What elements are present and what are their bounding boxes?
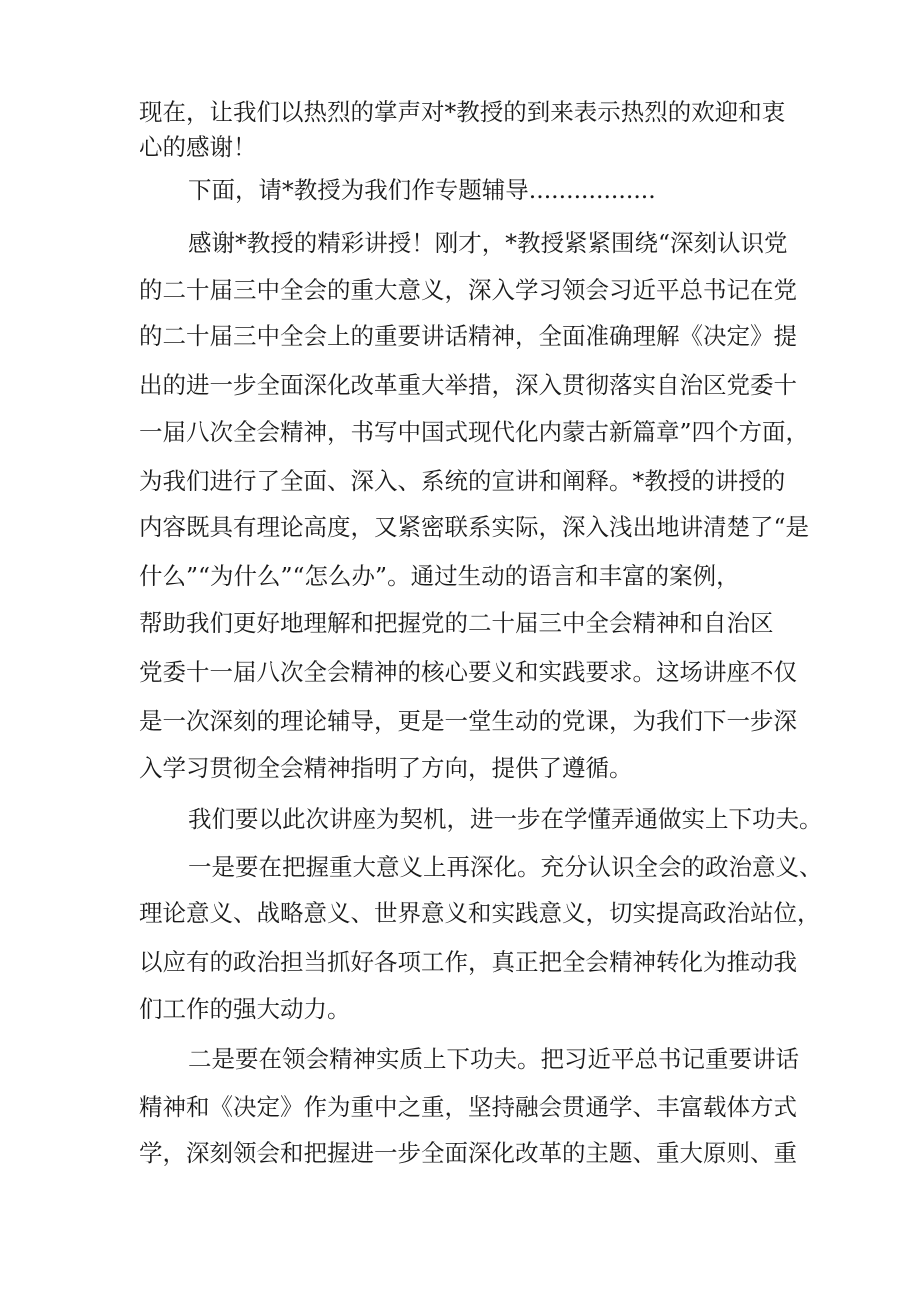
text-line: 精神和《决定》作为重中之重，坚持融会贯通学、丰富载体方式 <box>139 1093 797 1121</box>
text-line: 以应有的政治担当抓好各项工作，真正把全会精神转化为推动我 <box>139 948 797 976</box>
text-line: 什么”“为什么”“怎么办”。通过生动的语言和丰富的案例， <box>139 562 740 590</box>
text-line: 感谢*教授的精彩讲授！刚才，*教授紧紧围绕“深刻认识党 <box>188 229 788 257</box>
text-line: 的二十届三中全会的重大意义，深入学习领会习近平总书记在党 <box>139 276 797 304</box>
text-line: 现在，让我们以热烈的掌声对*教授的到来表示热烈的欢迎和衷 <box>139 98 786 126</box>
text-line: 一届八次全会精神，书写中国式现代化内蒙古新篇章”四个方面， <box>139 418 810 446</box>
text-line: 党委十一届八次全会精神的核心要义和实践要求。这场讲座不仅 <box>139 658 797 686</box>
text-line: 内容既具有理论高度，又紧密联系实际，深入浅出地讲清楚了“是 <box>139 513 810 541</box>
text-line: 心的感谢！ <box>139 133 257 161</box>
text-line: 理论意义、战略意义、世界意义和实践意义，切实提高政治站位， <box>139 899 821 927</box>
text-line: 我们要以此次讲座为契机，进一步在学懂弄通做实上下功夫。 <box>188 805 823 833</box>
text-line: 学，深刻领会和把握进一步全面深化改革的主题、重大原则、重 <box>139 1139 797 1167</box>
text-line: 为我们进行了全面、深入、系统的宣讲和阐释。*教授的讲授的 <box>139 467 786 495</box>
text-line: 二是要在领会精神实质上下功夫。把习近平总书记重要讲话 <box>188 1045 799 1073</box>
text-line: 是一次深刻的理论辅导，更是一堂生动的党课，为我们下一步深 <box>139 707 797 735</box>
text-line: 一是要在把握重大意义上再深化。充分认识全会的政治意义、 <box>188 853 823 881</box>
text-line: 入学习贯彻全会精神指明了方向，提供了遵循。 <box>139 754 633 782</box>
text-line: 们工作的强大动力。 <box>139 995 351 1023</box>
text-line: 的二十届三中全会上的重要讲话精神，全面准确理解《决定》提 <box>139 322 797 350</box>
text-line: 帮助我们更好地理解和把握党的二十届三中全会精神和自治区 <box>139 609 774 637</box>
text-line: 下面，请*教授为我们作专题辅导................. <box>188 176 656 204</box>
text-line: 出的进一步全面深化改革重大举措，深入贯彻落实自治区党委十 <box>139 371 797 399</box>
